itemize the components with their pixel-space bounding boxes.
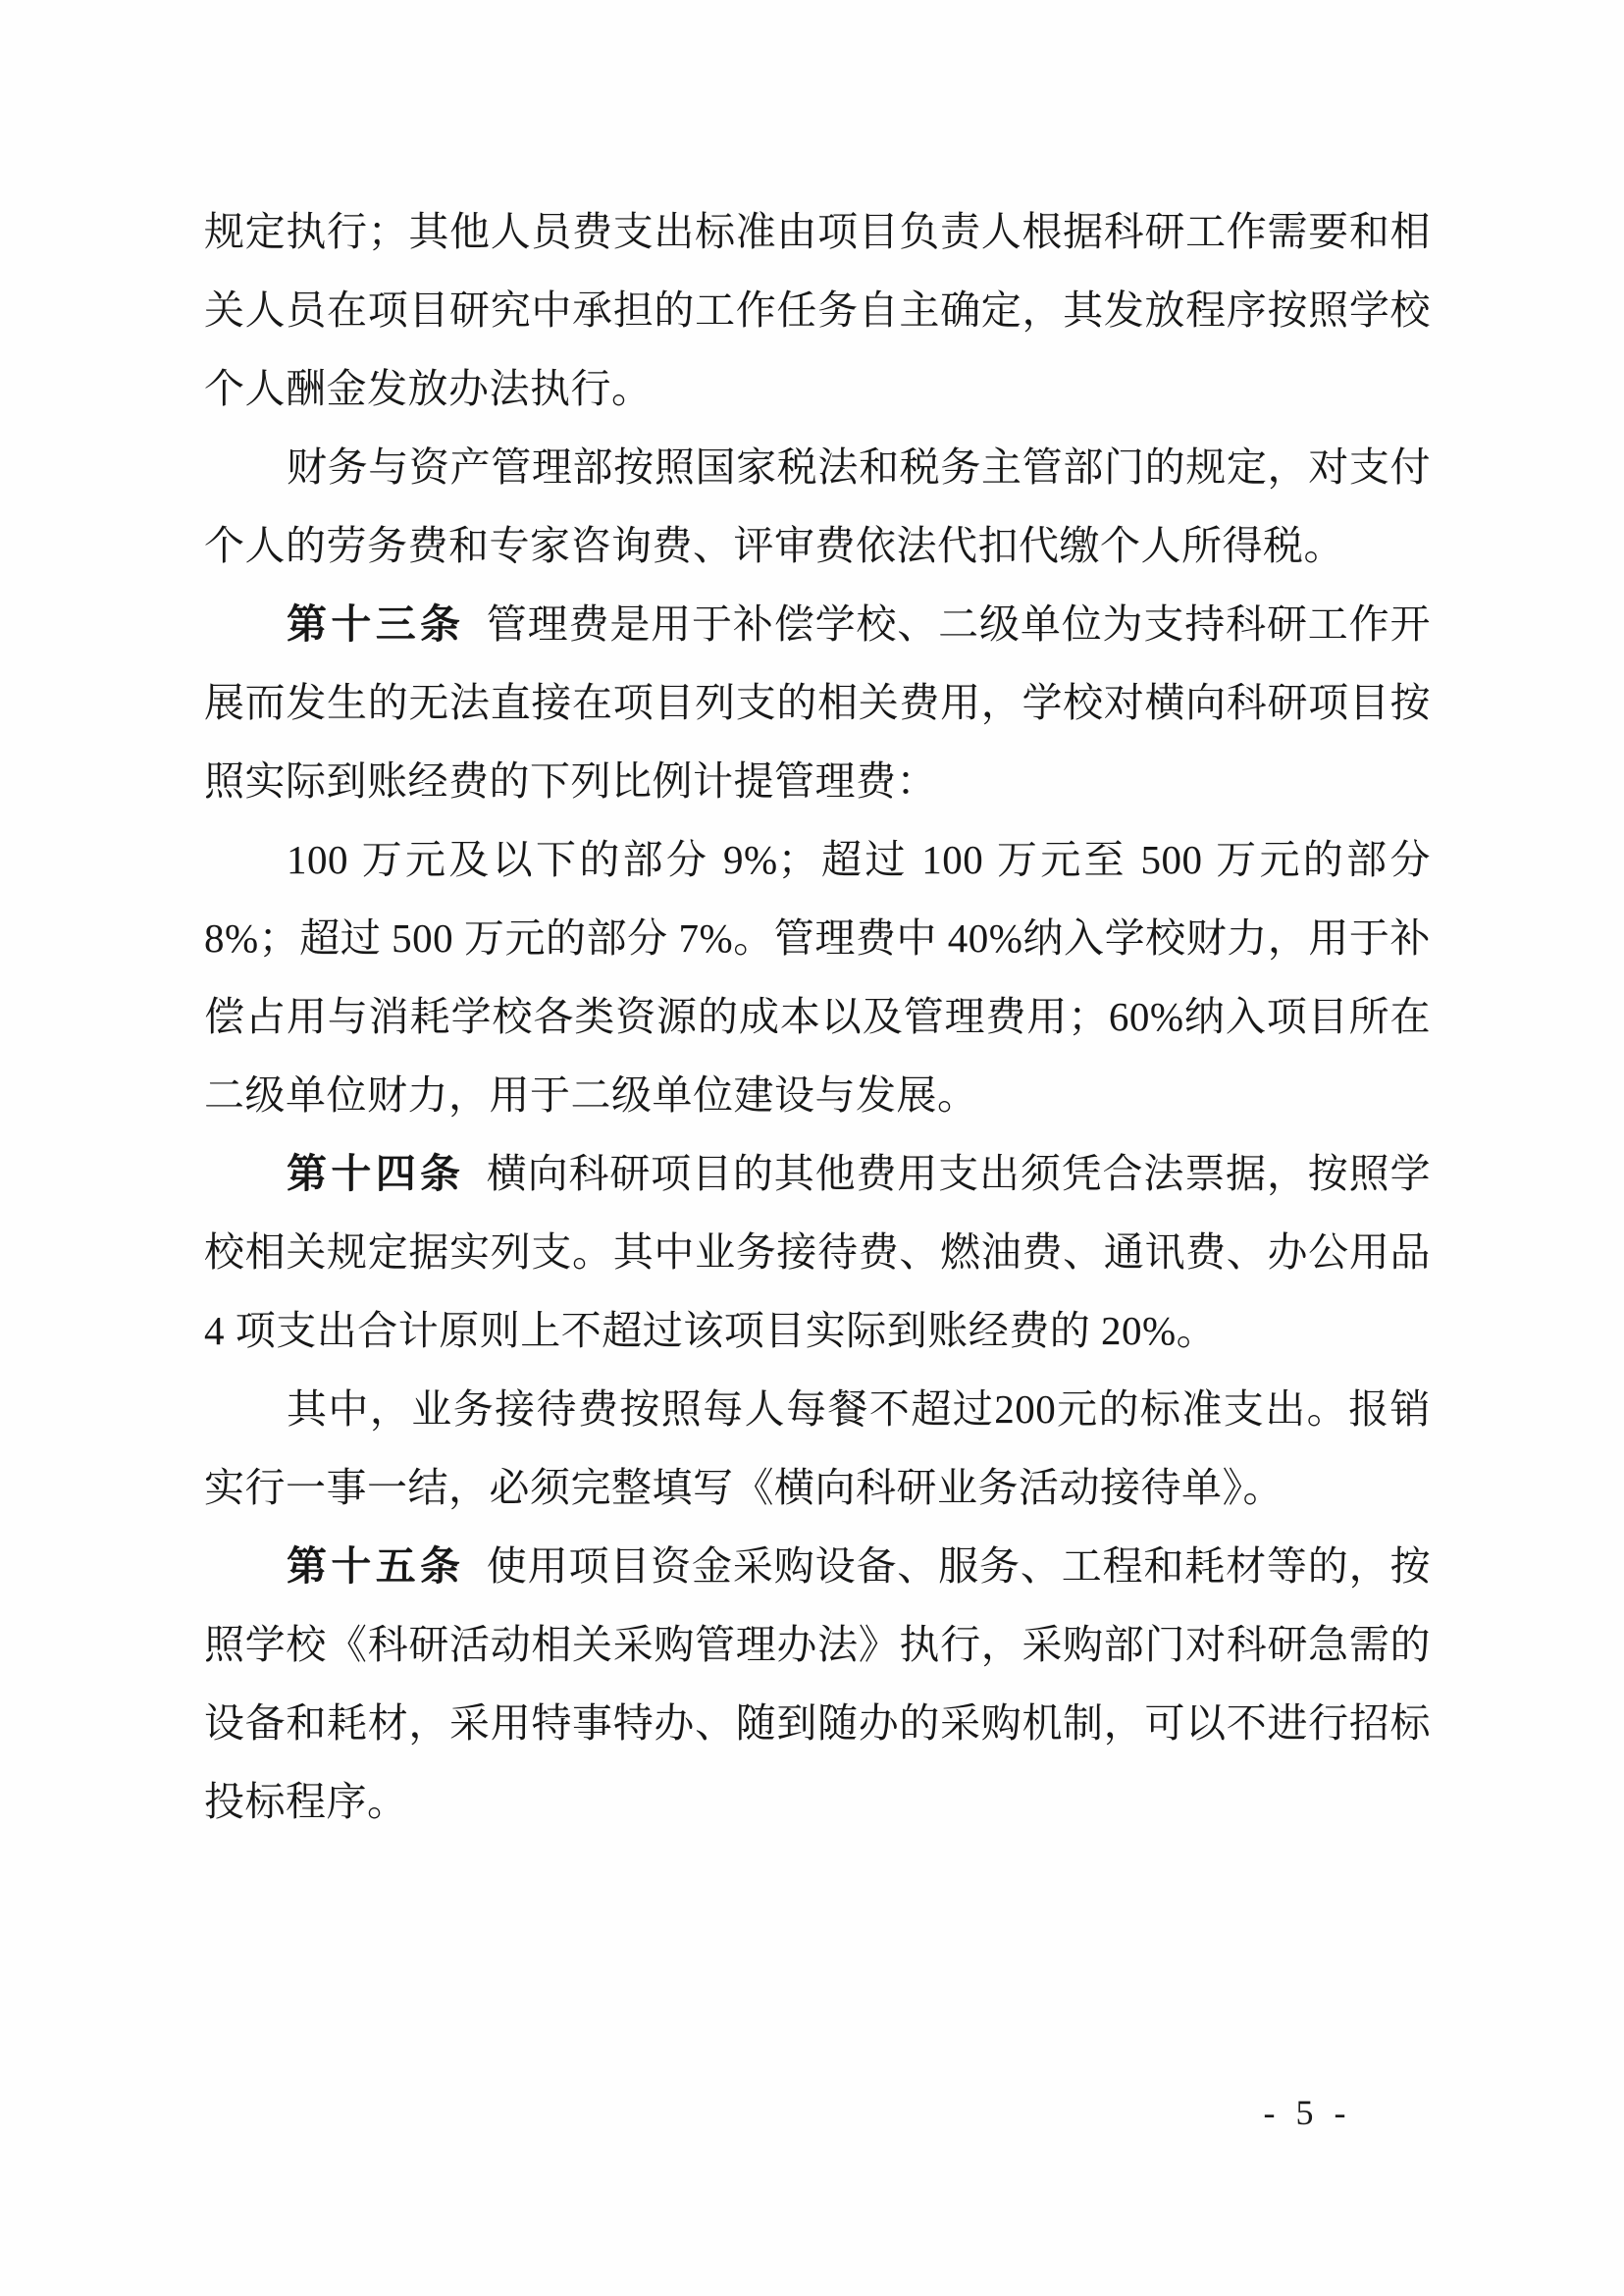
article-label-14: 第十四条	[287, 1151, 465, 1196]
paragraph-text: 管理费是用于补偿学校、二级单位为支持科研工作开展而发生的无法直接在项目列支的相关费用，学校对横向科研项目按照实际到账经费的下列比例计提管理费：	[204, 601, 1432, 804]
article-label-13: 第十三条	[287, 601, 465, 647]
paragraph-continuation	[204, 192, 1431, 428]
paragraph-article-15	[204, 1527, 1431, 1841]
paragraph-article-13	[204, 585, 1431, 820]
page-number: - 5 -	[1263, 2093, 1352, 2132]
document-body	[204, 192, 1431, 1841]
article-label-15: 第十五条	[287, 1543, 465, 1589]
paragraph-text: 100 万元及以下的部分 9%；超过 100 万元至 500 万元的部分 8%；超过 500 万元的部分 7%。管理费中 40%纳入学校财力，用于补偿占用与消耗学校各类资源的成本以及管理费用；60%纳入项目所在二级单位财力，用于二级单位建设与发展。	[204, 837, 1431, 1118]
paragraph-management-fee-rates	[204, 820, 1431, 1134]
paragraph-hospitality-standard	[204, 1370, 1431, 1527]
paragraph-text: 规定执行；其他人员费支出标准由项目负责人根据科研工作需要和相关人员在项目研究中承担的工作任务自主确定，其发放程序按照学校个人酬金发放办法执行。	[204, 209, 1431, 411]
paragraph-text: 使用项目资金采购设备、服务、工程和耗材等的，按照学校《科研活动相关采购管理办法》执行，采购部门对科研急需的设备和耗材，采用特事特办、随到随办的采购机制，可以不进行招标投标程序。	[204, 1543, 1432, 1824]
paragraph-text: 其中，业务接待费按照每人每餐不超过200元的标准支出。报销实行一事一结，必须完整填写《横向科研业务活动接待单》。	[204, 1386, 1431, 1510]
paragraph-article-14	[204, 1134, 1431, 1370]
page-footer	[0, 2092, 1624, 2133]
paragraph-tax-withholding	[204, 428, 1431, 585]
paragraph-text: 横向科研项目的其他费用支出须凭合法票据，按照学校相关规定据实列支。其中业务接待费、燃油费、通讯费、办公用品 4 项支出合计原则上不超过该项目实际到账经费的 20%。	[204, 1151, 1432, 1353]
paragraph-text: 财务与资产管理部按照国家税法和税务主管部门的规定，对支付个人的劳务费和专家咨询费、评审费依法代扣代缴个人所得税。	[204, 444, 1431, 568]
